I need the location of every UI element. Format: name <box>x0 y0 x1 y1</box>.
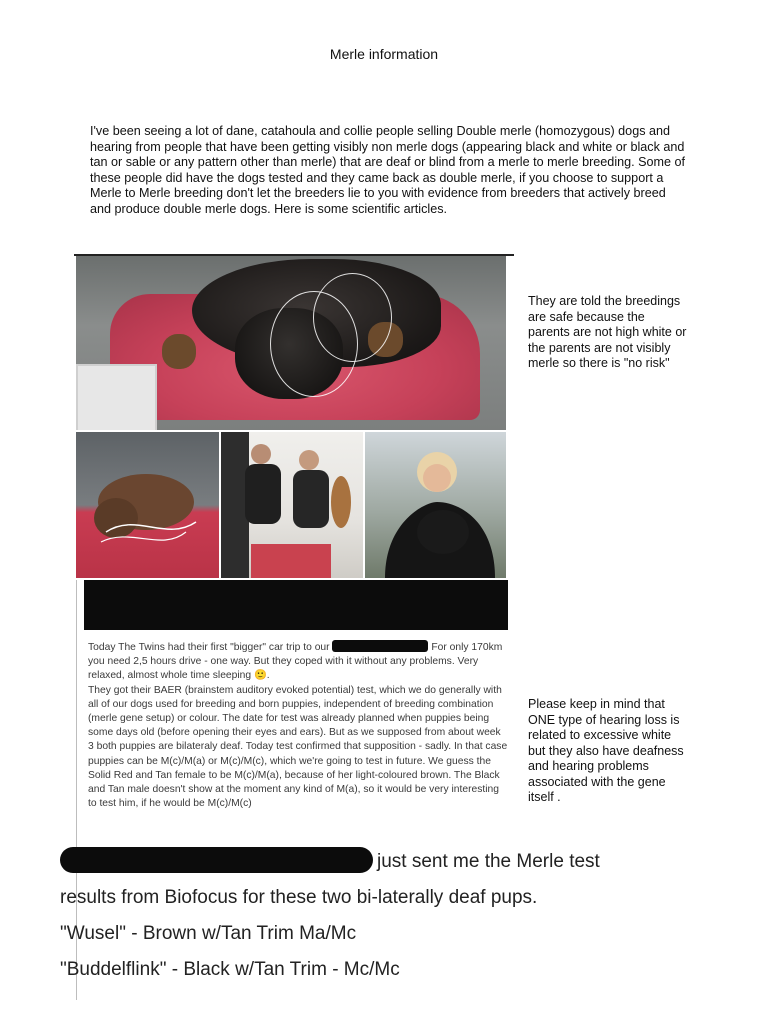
post-body: 170km you need 2,5 hours drive - one way. But they coped with it without any problems. Very relaxed, almost whole time sleeping 🙂. They got their BAER (brainstem auditory evoked potential) test, which we do generally with all of our dogs used for breeding and born puppies, independent of breeding combination (merle gene setup) or colour. The date for test was already planned when puppies being some days old (before opening their eyes and ears). But as we supposed from about week 3 both puppies are bilateraly deaf. Today test confirmed that supposition - sadly. In that case puppies can be M(c)/M(a) or M(c)/M(c), which we're going to test in future. We guess the Solid Red and Tan female to be M(c)/M(a), because of her light-coloured brown. The Black and Tan male doesn't show at the moment any kind of M(a), so it would be very interesting to test him, if he would be M(c)/M(c) <box>88 642 508 810</box>
message-line3: "Wusel" - Brown w/Tan Trim Ma/Mc <box>60 923 357 944</box>
message-line2: results from Biofocus for these two bi-laterally deaf pups. <box>60 887 538 908</box>
photo-woman-hugging-dog <box>365 432 506 578</box>
photo-test-device <box>76 364 157 430</box>
photo-dog-paw <box>162 334 196 369</box>
photo-puppy-baer-test <box>76 256 506 430</box>
social-post-text <box>88 640 508 811</box>
photo-electrode-wire <box>313 273 392 362</box>
document-title: Merle information <box>329 46 439 62</box>
message-line4: "Buddelflink" - Black w/Tan Trim - Mc/Mc <box>60 959 400 980</box>
photo-puppy-on-blanket-art <box>76 432 219 578</box>
intro-paragraph: I've been seeing a lot of dane, catahoula and collie people selling Double merle (homozygous) dogs and hearing from people that have been getting visibly non merle dogs (appearing black and white or black and tan or sable or any pattern other than merle) that are deaf or blind from a merle to merle breeding. Some of these people did have the dogs tested and they came back as double merle, if you choose to support a Merle to Merle breeding don't let the breeders lie to you with evidence from breeders that actively breed and produce double merle dogs. Here is some scientific articles. <box>90 124 686 216</box>
side-note-safe-breedings: They are told the breedings are safe because the parents are not high white or the parents are not visibly merle so there is "no risk" <box>528 294 687 370</box>
post-line1-before: Today The Twins had their first "bigger" car trip to our <box>88 642 330 653</box>
message-line1: just sent me the Merle test <box>377 851 600 872</box>
inline-redaction <box>332 640 428 652</box>
side-note-hearing-loss: Please keep in mind that ONE type of hearing loss is related to excessive white but they also have deafness and hearing problems associated with the gene itself . <box>528 697 684 804</box>
photo-puppy-on-blanket <box>76 432 219 578</box>
photo-people-with-dog-art <box>221 432 363 578</box>
post-line1-after: For only <box>431 642 469 653</box>
merle-test-message <box>60 844 760 988</box>
redaction-bar <box>84 580 508 630</box>
name-redaction <box>60 847 373 873</box>
photo-people-with-dog <box>221 432 363 578</box>
photo-woman-hugging-dog-art <box>365 432 506 578</box>
